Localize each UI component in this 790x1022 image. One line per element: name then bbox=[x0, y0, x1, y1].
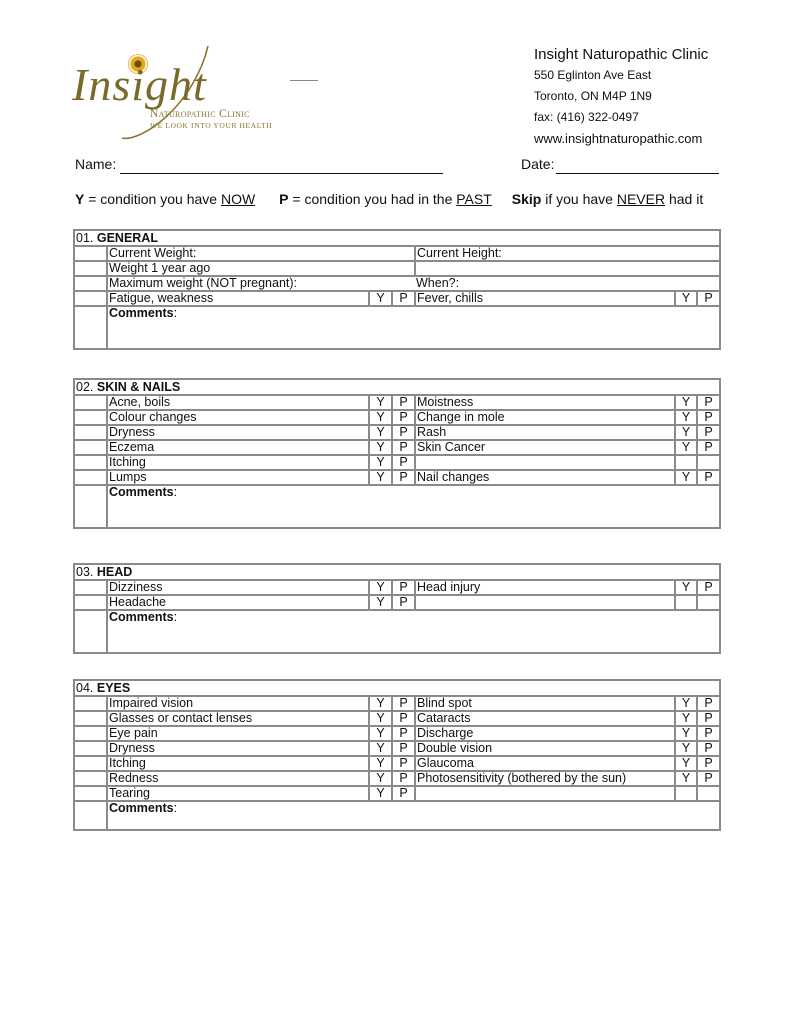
condition-label: Redness bbox=[107, 771, 369, 786]
table-row bbox=[74, 425, 720, 440]
p-checkbox[interactable]: P bbox=[697, 771, 720, 786]
table-row bbox=[74, 455, 720, 470]
margin-cell bbox=[74, 395, 107, 410]
condition-label: Discharge bbox=[415, 726, 675, 741]
condition-label: Glaucoma bbox=[415, 756, 675, 771]
p-checkbox[interactable]: P bbox=[697, 395, 720, 410]
p-checkbox[interactable]: P bbox=[697, 425, 720, 440]
condition-label: Moistness bbox=[415, 395, 675, 410]
p-checkbox[interactable]: P bbox=[392, 455, 415, 470]
margin-cell bbox=[74, 246, 107, 261]
section-header: 01. GENERAL bbox=[74, 230, 720, 246]
when-field[interactable]: When?: bbox=[415, 276, 720, 291]
condition-label: Head injury bbox=[415, 580, 675, 595]
y-checkbox[interactable]: Y bbox=[675, 395, 697, 410]
legend-skip-text: if you have bbox=[541, 191, 617, 207]
margin-cell bbox=[74, 610, 107, 653]
weight-year-ago-value[interactable] bbox=[415, 261, 720, 276]
table-row bbox=[74, 786, 720, 801]
y-checkbox[interactable]: Y bbox=[675, 410, 697, 425]
p-checkbox[interactable]: P bbox=[697, 410, 720, 425]
y-checkbox[interactable]: Y bbox=[369, 580, 392, 595]
y-checkbox[interactable]: Y bbox=[369, 726, 392, 741]
margin-cell bbox=[74, 306, 107, 349]
table-row bbox=[74, 756, 720, 771]
condition-label: Cataracts bbox=[415, 711, 675, 726]
clinic-logo bbox=[70, 42, 280, 147]
p-checkbox[interactable]: P bbox=[697, 711, 720, 726]
empty-cell bbox=[697, 595, 720, 610]
p-checkbox[interactable]: P bbox=[697, 580, 720, 595]
table-row bbox=[74, 595, 720, 610]
y-checkbox[interactable]: Y bbox=[675, 726, 697, 741]
section-head bbox=[73, 563, 721, 654]
y-checkbox[interactable]: Y bbox=[675, 711, 697, 726]
p-checkbox[interactable]: P bbox=[392, 771, 415, 786]
y-checkbox[interactable]: Y bbox=[369, 595, 392, 610]
table-row bbox=[74, 726, 720, 741]
comments-field[interactable]: Comments: bbox=[107, 610, 720, 653]
p-checkbox[interactable]: P bbox=[697, 726, 720, 741]
p-checkbox[interactable]: P bbox=[392, 696, 415, 711]
margin-cell bbox=[74, 455, 107, 470]
y-checkbox[interactable]: Y bbox=[675, 580, 697, 595]
p-checkbox[interactable]: P bbox=[392, 711, 415, 726]
table-row bbox=[74, 470, 720, 485]
condition-label bbox=[415, 455, 675, 470]
date-field[interactable] bbox=[556, 173, 719, 174]
section-header: 02. SKIN & NAILS bbox=[74, 379, 720, 395]
margin-cell bbox=[74, 801, 107, 830]
empty-cell bbox=[675, 786, 697, 801]
margin-cell bbox=[74, 291, 107, 306]
y-checkbox[interactable]: Y bbox=[675, 741, 697, 756]
p-checkbox[interactable]: P bbox=[392, 410, 415, 425]
condition-label: Dizziness bbox=[107, 580, 369, 595]
condition-label: Eye pain bbox=[107, 726, 369, 741]
clinic-name: Insight Naturopathic Clinic bbox=[534, 46, 709, 63]
margin-cell bbox=[74, 470, 107, 485]
margin-cell bbox=[74, 696, 107, 711]
margin-cell bbox=[74, 276, 107, 291]
margin-cell bbox=[74, 485, 107, 528]
condition-label: Colour changes bbox=[107, 410, 369, 425]
p-checkbox[interactable]: P bbox=[697, 470, 720, 485]
condition-label: Acne, boils bbox=[107, 395, 369, 410]
y-checkbox[interactable]: Y bbox=[369, 741, 392, 756]
condition-label bbox=[415, 786, 675, 801]
name-field[interactable] bbox=[120, 173, 443, 174]
y-checkbox[interactable]: Y bbox=[369, 425, 392, 440]
condition-label: Glasses or contact lenses bbox=[107, 711, 369, 726]
comments-field[interactable]: Comments: bbox=[107, 306, 720, 349]
section-skin-nails bbox=[73, 378, 721, 529]
condition-label: Change in mole bbox=[415, 410, 675, 425]
condition-label: Dryness bbox=[107, 741, 369, 756]
p-checkbox[interactable]: P bbox=[392, 580, 415, 595]
p-checkbox[interactable]: P bbox=[697, 440, 720, 455]
legend-p-text: = condition you had in the bbox=[288, 191, 457, 207]
margin-cell bbox=[74, 440, 107, 455]
p-checkbox[interactable]: P bbox=[697, 291, 720, 306]
condition-label: Headache bbox=[107, 595, 369, 610]
condition-label bbox=[415, 595, 675, 610]
y-checkbox[interactable]: Y bbox=[675, 425, 697, 440]
table-row bbox=[74, 771, 720, 786]
condition-label: Rash bbox=[415, 425, 675, 440]
y-checkbox[interactable]: Y bbox=[369, 410, 392, 425]
clinic-fax: fax: (416) 322-0497 bbox=[534, 110, 639, 124]
margin-cell bbox=[74, 786, 107, 801]
y-checkbox[interactable]: Y bbox=[369, 771, 392, 786]
y-checkbox[interactable]: Y bbox=[675, 756, 697, 771]
y-checkbox[interactable]: Y bbox=[675, 291, 697, 306]
current-height-field[interactable]: Current Height: bbox=[415, 246, 720, 261]
condition-label: Nail changes bbox=[415, 470, 675, 485]
condition-label: Impaired vision bbox=[107, 696, 369, 711]
clinic-info bbox=[534, 46, 708, 146]
y-checkbox[interactable]: Y bbox=[675, 696, 697, 711]
legend-never: NEVER bbox=[616, 191, 666, 207]
condition-label: Fatigue, weakness bbox=[107, 291, 369, 306]
condition-label: Fever, chills bbox=[415, 291, 675, 306]
legend-skip-key: Skip bbox=[511, 191, 542, 207]
legend-skip-end: had it bbox=[665, 191, 704, 207]
legend-p-key: P bbox=[279, 191, 289, 207]
tiny-mark bbox=[290, 80, 318, 81]
p-checkbox[interactable]: P bbox=[392, 425, 415, 440]
clinic-address-1: 550 Eglinton Ave East bbox=[534, 68, 652, 82]
margin-cell bbox=[74, 726, 107, 741]
section-general bbox=[73, 229, 721, 350]
empty-cell bbox=[697, 786, 720, 801]
p-checkbox[interactable]: P bbox=[392, 741, 415, 756]
empty-cell bbox=[675, 595, 697, 610]
table-row bbox=[74, 580, 720, 595]
table-row bbox=[74, 696, 720, 711]
y-checkbox[interactable]: Y bbox=[369, 470, 392, 485]
margin-cell bbox=[74, 410, 107, 425]
y-checkbox[interactable]: Y bbox=[675, 771, 697, 786]
clinic-address-2: Toronto, ON M4P 1N9 bbox=[534, 89, 652, 103]
condition-label: Skin Cancer bbox=[415, 440, 675, 455]
clinic-website[interactable]: www.insightnaturopathic.com bbox=[534, 131, 703, 146]
y-checkbox[interactable]: Y bbox=[675, 440, 697, 455]
legend bbox=[75, 191, 725, 207]
margin-cell bbox=[74, 741, 107, 756]
legend-past: PAST bbox=[456, 191, 492, 207]
max-weight-field[interactable]: Maximum weight (NOT pregnant): bbox=[107, 276, 415, 291]
p-checkbox[interactable]: P bbox=[697, 741, 720, 756]
y-checkbox[interactable]: Y bbox=[369, 696, 392, 711]
margin-cell bbox=[74, 711, 107, 726]
table-row bbox=[74, 741, 720, 756]
table-row bbox=[74, 395, 720, 410]
p-checkbox[interactable]: P bbox=[392, 291, 415, 306]
current-weight-field[interactable]: Current Weight: bbox=[107, 246, 415, 261]
table-row bbox=[74, 440, 720, 455]
y-checkbox[interactable]: Y bbox=[369, 291, 392, 306]
y-checkbox[interactable]: Y bbox=[369, 786, 392, 801]
table-row bbox=[74, 711, 720, 726]
margin-cell bbox=[74, 580, 107, 595]
section-header: 03. HEAD bbox=[74, 564, 720, 580]
y-checkbox[interactable]: Y bbox=[369, 756, 392, 771]
y-checkbox[interactable]: Y bbox=[369, 711, 392, 726]
y-checkbox[interactable]: Y bbox=[369, 455, 392, 470]
p-checkbox[interactable]: P bbox=[392, 440, 415, 455]
p-checkbox[interactable]: P bbox=[392, 470, 415, 485]
condition-label: Itching bbox=[107, 756, 369, 771]
p-checkbox[interactable]: P bbox=[697, 756, 720, 771]
section-header: 04. EYES bbox=[74, 680, 720, 696]
margin-cell bbox=[74, 261, 107, 276]
legend-now: NOW bbox=[220, 191, 256, 207]
y-checkbox[interactable]: Y bbox=[369, 440, 392, 455]
date-label: Date: bbox=[521, 156, 555, 172]
name-label: Name: bbox=[75, 156, 117, 172]
condition-label: Itching bbox=[107, 455, 369, 470]
p-checkbox[interactable]: P bbox=[392, 756, 415, 771]
logo-tagline: WE LOOK INTO YOUR HEALTH bbox=[150, 121, 273, 130]
logo-subtitle: Naturopathic Clinic bbox=[150, 108, 250, 120]
table-row bbox=[74, 410, 720, 425]
condition-label: Double vision bbox=[415, 741, 675, 756]
margin-cell bbox=[74, 756, 107, 771]
section-eyes bbox=[73, 679, 721, 831]
weight-year-ago-field[interactable]: Weight 1 year ago bbox=[107, 261, 415, 276]
condition-label: Blind spot bbox=[415, 696, 675, 711]
condition-label: Lumps bbox=[107, 470, 369, 485]
p-checkbox[interactable]: P bbox=[392, 786, 415, 801]
p-checkbox[interactable]: P bbox=[392, 595, 415, 610]
comments-field[interactable]: Comments: bbox=[107, 801, 720, 830]
logo-wordmark: Insight bbox=[72, 59, 207, 110]
legend-y-key: Y bbox=[75, 191, 85, 207]
margin-cell bbox=[74, 771, 107, 786]
y-checkbox[interactable]: Y bbox=[369, 395, 392, 410]
condition-label: Tearing bbox=[107, 786, 369, 801]
p-checkbox[interactable]: P bbox=[392, 395, 415, 410]
y-checkbox[interactable]: Y bbox=[675, 470, 697, 485]
condition-label: Dryness bbox=[107, 425, 369, 440]
margin-cell bbox=[74, 425, 107, 440]
condition-label: Eczema bbox=[107, 440, 369, 455]
empty-cell bbox=[697, 455, 720, 470]
empty-cell bbox=[675, 455, 697, 470]
condition-label: Photosensitivity (bothered by the sun) bbox=[415, 771, 675, 786]
comments-field[interactable]: Comments: bbox=[107, 485, 720, 528]
p-checkbox[interactable]: P bbox=[392, 726, 415, 741]
p-checkbox[interactable]: P bbox=[697, 696, 720, 711]
table-row bbox=[74, 291, 720, 306]
margin-cell bbox=[74, 595, 107, 610]
legend-y-text: = condition you have bbox=[84, 191, 221, 207]
